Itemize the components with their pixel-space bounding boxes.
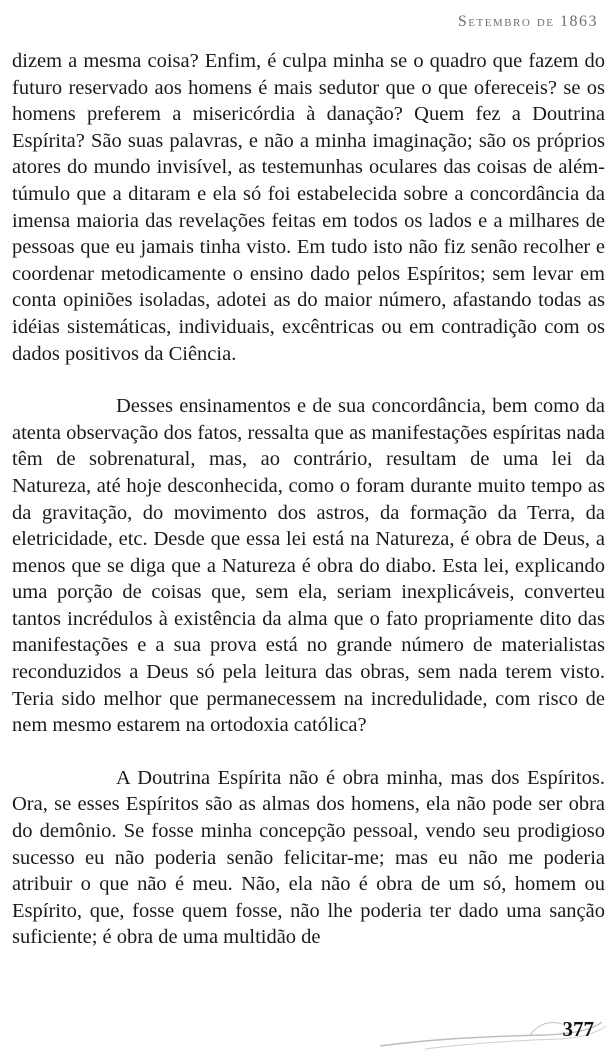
running-head: Setembro de 1863: [457, 13, 598, 30]
paragraph-concordance: Desses ensinamentos e de sua concordância, bem como da atenta observação dos fatos, ressalta que as manifestações espíritas nada têm de sobrenatural, mas, ao contrário, resultam de uma lei da Natureza, até hoje desconhecida, como o foram durante muito tempo as da gravitação, do movimento dos astros, da formação da Terra, da eletricidade, etc. Desde que essa lei está na Natureza, é obra de Deus, a menos que se diga que a Natureza é obra do diabo. Esta lei, explicando uma porção de coisas que, sem ela, seriam inexplicáveis, converteu tantos incrédulos à existência da alma que o fato propriamente dito das manifestações e a sua prova está no grande número de materialistas reconduzidos a Deus só pela leitura das obras, sem nada terem visto. Teria sido melhor que permanecessem na incredulidade, com risco de nem mesmo estarem na ortodoxia católica?: [12, 395, 605, 737]
folio-ornament: [370, 1002, 610, 1062]
paragraph-doctrine: A Doutrina Espírita não é obra minha, mas dos Espíritos. Ora, se esses Espíritos são as almas dos homens, ela não pode ser obra do demônio. Se fosse minha concepção pessoal, vendo seu prodigioso sucesso eu não poderia senão felicitar-me; mas eu não me poderia atribuir o que não é meu. Não, ela não é obra de um só, homem ou Espírito, que, fosse quem fosse, não lhe poderia ter dado uma sanção suficiente; é obra de uma multidão de: [12, 766, 605, 949]
paragraph-continuation: dizem a mesma coisa? Enfim, é culpa minha se o quadro que fazem do futuro reservado aos homens é mais sedutor que o que ofereceis? se os homens preferem a misericórdia à danação? Quem fez a Doutrina Espírita? São suas palavras, e não a minha imaginação; são os próprios atores do mundo invisível, as testemunhas oculares das coisas de além-túmulo que a ditaram e ela só foi estabelecida sobre a concordância da imensa maioria das revelações feitas em todos os lados e a milhares de pessoas que eu jamais tinha visto. Em tudo isto não fiz senão recolher e coordenar metodicamente o ensino dado pelos Espíritos; sem levar em conta opiniões isoladas, adotei as do maior número, afastando todas as idéias sistemáticas, individuais, excêntricas ou em contradição com os dados positivos da Ciência.: [12, 50, 605, 365]
body-text: [12, 48, 605, 951]
page-number: 377: [562, 1017, 594, 1041]
